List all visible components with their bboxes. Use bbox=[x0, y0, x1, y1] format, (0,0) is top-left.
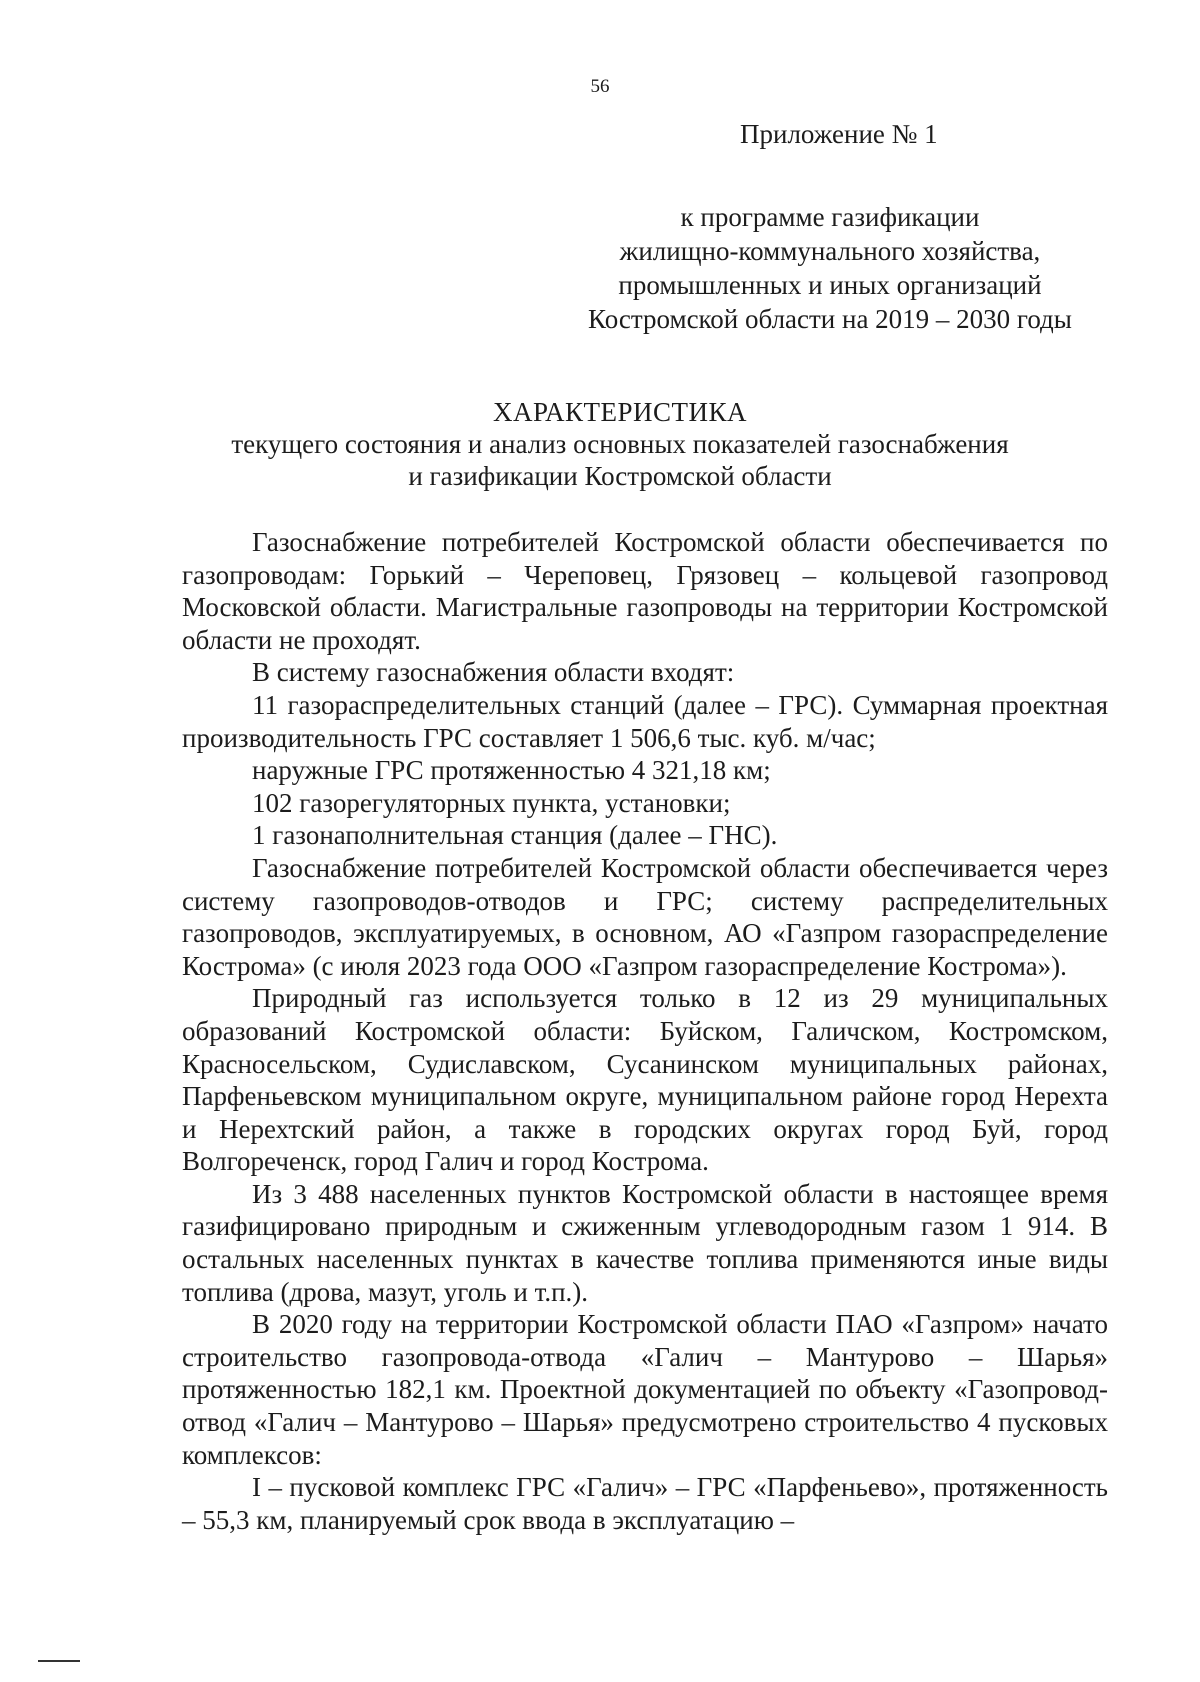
appendix-title: Приложение № 1 bbox=[740, 119, 938, 149]
list-item: 102 газорегуляторных пункта, установки; bbox=[252, 787, 731, 818]
appendix-subtitle-line: к программе газификации bbox=[680, 202, 980, 232]
heading-title: ХАРАКТЕРИСТИКА bbox=[492, 397, 748, 427]
list-item: 11 газораспределительных станций (далее – ГРС). Суммарная проектная производительность ГРС составляет 1 506,6 тыс. куб. м/час; bbox=[182, 689, 1108, 753]
paragraph: Газоснабжение потребителей Костромской области обеспечивается по газопроводам: Горький – Череповец, Грязовец – кольцевой газопровод Московской области. Магистральные газопроводы на территории Костромской области не проходят. bbox=[182, 527, 1108, 655]
document-heading bbox=[180, 396, 1060, 492]
appendix-subtitle-line: жилищно-коммунального хозяйства, bbox=[619, 236, 1041, 266]
paragraph: В систему газоснабжения области входят: bbox=[252, 657, 735, 688]
heading-line: и газификации Костромской области bbox=[408, 461, 832, 491]
list-item: 1 газонаполнительная станция (далее – ГНС). bbox=[252, 820, 778, 851]
heading-line: текущего состояния и анализ основных показателей газоснабжения bbox=[231, 429, 1009, 459]
margin-mark bbox=[38, 1660, 80, 1662]
appendix-subtitle bbox=[560, 200, 1100, 336]
body-text bbox=[182, 526, 1108, 1536]
paragraph: I – пусковой комплекс ГРС «Галич» – ГРС «Парфеньево», протяженность – 55,3 км, планируемый срок ввода в эксплуатацию – bbox=[182, 1472, 1108, 1535]
list-item: наружные ГРС протяженностью 4 321,18 км; bbox=[252, 755, 771, 786]
paragraph: В 2020 году на территории Костромской области ПАО «Газпром» начато строительство газопровода-отвода «Галич – Мантурово – Шарья» протяженностью 182,1 км. Проектной документацией по объекту «Газопровод-отвод «Галич – Мантурово – Шарья» предусмотрено строительство 4 пусковых комплексов: bbox=[182, 1309, 1108, 1470]
page-number: 56 bbox=[590, 76, 610, 97]
paragraph: Природный газ используется только в 12 из 29 муниципальных образований Костромской области: Буйском, Галичском, Костромском, Красносельском, Судиславском, Сусанинском муниципальных районах, Парфеньевском муниципальном округе, муниципальном районе город Нерехта и Нерехтский район, а также в городских округах город Буй, город Волгореченск, город Галич и город Кострома. bbox=[182, 983, 1108, 1177]
appendix-subtitle-line: Костромской области на 2019 – 2030 годы bbox=[588, 304, 1072, 334]
paragraph: Газоснабжение потребителей Костромской области обеспечивается через систему газопроводов-отводов и ГРС; систему распределительных газопроводов, эксплуатируемых, в основном, АО «Газпром газораспределение Кострома» (с июля 2023 года ООО «Газпром газораспределение Кострома»). bbox=[182, 852, 1108, 981]
appendix-subtitle-line: промышленных и иных организаций bbox=[618, 270, 1042, 300]
paragraph: Из 3 488 населенных пунктов Костромской области в настоящее время газифицировано природным и сжиженным углеводородным газом 1 914. В остальных населенных пунктах в качестве топлива применяются иные виды топлива (дрова, мазут, уголь и т.п.). bbox=[182, 1178, 1108, 1307]
